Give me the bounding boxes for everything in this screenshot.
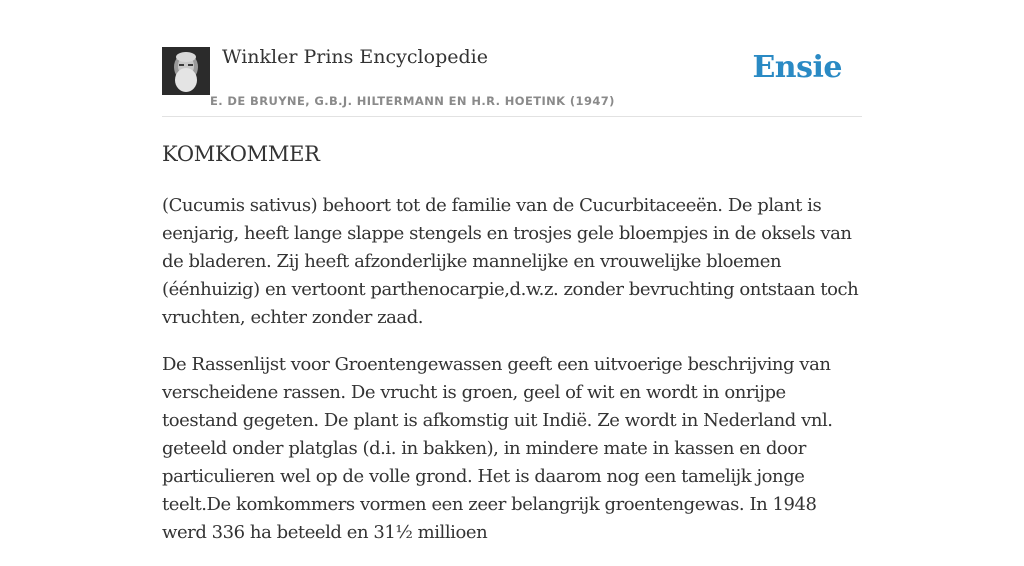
entry-body bbox=[162, 192, 862, 566]
author-portrait bbox=[162, 47, 210, 95]
brand-logo[interactable]: Ensie bbox=[752, 50, 842, 85]
paragraph: (Cucumis sativus) behoort tot de familie van de Cucurbitaceeën. De plant is eenjarig, heeft lange slappe stengels en trosjes gele bloempjes in de oksels van de bladeren. Zij heeft afzonderlijke mannelijke en vrouwelijke bloemen (éénhuizig) en vertoont parthenocarpie,d.w.z. zonder bevruchting ontstaan toch vruchten, echter zonder zaad. bbox=[162, 195, 859, 328]
header bbox=[162, 0, 862, 117]
portrait-image bbox=[162, 47, 210, 95]
entry-title: KOMKOMMER bbox=[162, 142, 320, 166]
site-title[interactable]: Winkler Prins Encyclopedie bbox=[222, 46, 488, 68]
authors-line: E. DE BRUYNE, G.B.J. HILTERMANN EN H.R. HOETINK (1947) bbox=[210, 94, 615, 108]
page bbox=[162, 0, 862, 543]
paragraph: De Rassenlijst voor Groentengewassen geeft een uitvoerige beschrijving van verscheidene rassen. De vrucht is groen, geel of wit en wordt in onrijpe toestand gegeten. De plant is afkomstig uit Indië. Ze wordt in Nederland vnl. geteeld onder platglas (d.i. in bakken), in mindere mate in kassen en door particulieren wel op de volle grond. Het is daarom nog een tamelijk jonge teelt.De komkommers vormen een zeer belangrijk groentengewas. In 1948 werd 336 ha beteeld en 31½ millioen bbox=[162, 354, 833, 543]
